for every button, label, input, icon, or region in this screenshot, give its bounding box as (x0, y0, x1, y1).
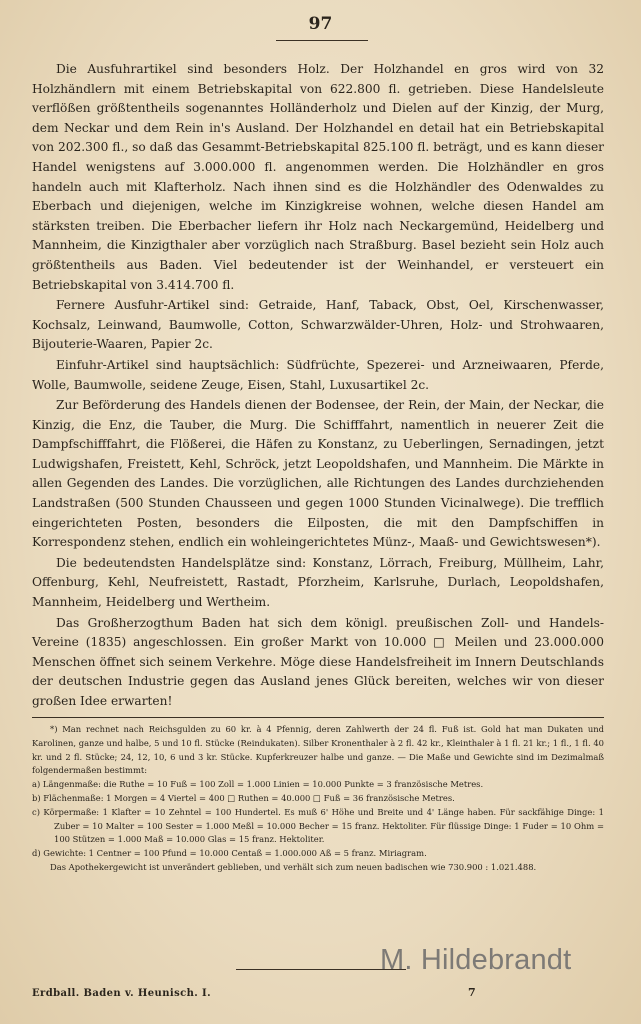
paragraph-trade-places: Die bedeutendsten Handelsplätze sind: Konstanz, Lörrach, Freiburg, Müllheim, Lahr, Offenburg, Kehl, Neufreistett, Rastadt, Pforzheim, Karlsruhe, Durlach, Leopoldshafen, Mannheim, Heidelberg und Wertheim. (32, 555, 604, 610)
printer-signature: Erdball. Baden v. Heunisch. I. (32, 988, 211, 999)
page-number: 97 (308, 14, 333, 34)
paragraph-export-wood: Die Ausfuhrartikel sind besonders Holz. Der Holzhandel en gros wird von 32 Holzhändlern mit einem Betriebskapital von 622.800 fl. getrieben. Diese Handelsleute verflößen größtentheils sogenanntes Holländerholz und Dielen auf der Kinzig, der Murg, dem Neckar und dem Rein in's Ausland. Der Holzhandel en detail hat ein Betriebskapital von 202.300 fl., so daß das Gesammt-Betriebskapital 825.100 fl. beträgt, und es kann dieser Handel wenigstens auf 3.000.000 fl. angenommen werden. Die Holzhändler en gros handeln auch mit Klafterholz. Nach ihnen sind es die Holzhändler des Odenwaldes zu Eberbach und diejenigen, welche im Kinzigkreise wohnen, welche diesen Handel am stärksten treiben. Die Eberbacher liefern ihr Holz nach Neckargemünd, Heidelberg und Mannheim, die Kinzigthaler aber vorzüglich nach Straßburg. Basel bezieht sein Holz auch größtentheils aus Baden. Viel bedeutender ist der Weinhandel, er versteuert ein Betriebskapital von 3.414.700 fl. (32, 62, 604, 292)
footnote-item-area: b) Flächenmaße: 1 Morgen = 4 Viertel = 400 □ Ruthen = 40.000 □ Fuß = 36 französische Metres. (32, 792, 455, 803)
footnotes (32, 723, 604, 875)
footnote-rule (32, 717, 604, 718)
body-text (32, 60, 604, 712)
paragraph-customs-union: Das Großherzogthum Baden hat sich dem königl. preußischen Zoll- und Handels-Vereine (1835) angeschlossen. Ein großer Markt von 10.000 □ Meilen und 23.000.000 Menschen öffnet sich seinem Verkehre. Möge diese Handelsfreiheit im Innern Deutschlands der deutschen Industrie gegen das Ausland jenes Glück bereiten, welches wir von dieser großen Idee erwarten! (32, 615, 604, 708)
footnote-item-length: a) Längenmaße: die Ruthe = 10 Fuß = 100 Zoll = 1.000 Linien = 10.000 Punkte = 3 französische Metres. (32, 779, 484, 790)
footnote-item-volume: c) Körpermaße: 1 Klafter = 10 Zehntel = 100 Hundertel. Es muß 6' Höhe und Breite und 4' Länge haben. Für sackfähige Dinge: 1 Zuber = 10 Malter = 100 Sester = 1.000 Meßl = 10.000 Becher = 15 franz. Hektoliter. Für flüssige Dinge: 1 Fuder = 10 Ohm = 100 Stützen = 1.000 Maß = 10.000 Glas = 15 franz. Hektoliter. (32, 806, 604, 845)
footnote-closing: Das Apothekergewicht ist unverändert geblieben, und verhält sich zum neuen badischen wie 730.900 : 1.021.488. (50, 861, 537, 872)
footnote-item-weight: d) Gewichte: 1 Centner = 100 Pfund = 10.000 Centaß = 1.000.000 Aß = 5 franz. Miriagram. (32, 848, 427, 859)
header-rule (276, 40, 368, 41)
paragraph-trade-promotion: Zur Beförderung des Handels dienen der Bodensee, der Rein, der Main, der Neckar, die Kinzig, die Enz, die Tauber, die Murg. Die Schifffahrt, namentlich in neuerer Zeit die Dampfschifffahrt, die Flößerei, die Häfen zu Konstanz, zu Ueberlingen, Sernadingen, jetzt Ludwigshafen, Freistett, Kehl, Schröck, jetzt Leopoldshafen, und Mannheim. Die Märkte in allen Gegenden des Landes. Die vorzüglichen, alle Richtungen des Landes durchziehenden Landstraßen (500 Stunden Chausseen und gegen 1000 Stunden Vicinalwege). Die trefflich eingerichteten Posten, besonders die Eilposten, die mit den Dampfschiffen in Korrespondenz stehen, endlich ein wohleingerichtetes Münz-, Maaß- und Gewichtswesen*). (32, 398, 604, 550)
sheet-number: 7 (468, 986, 476, 999)
paragraph-export-articles: Fernere Ausfuhr-Artikel sind: Getraide, Hanf, Taback, Obst, Oel, Kirschenwasser, Kochsalz, Leinwand, Baumwolle, Cotton, Schwarzwälder-Uhren, Holz- und Strohwaaren, Bijouterie-Waaren, Papier 2c. (32, 298, 604, 352)
watermark-text: M. Hildebrandt (380, 944, 572, 976)
paragraph-import-articles: Einfuhr-Artikel sind hauptsächlich: Südfrüchte, Spezerei- und Arzneiwaaren, Pferde, Wolle, Baumwolle, seidene Zeuge, Eisen, Stahl, Luxusartikel 2c. (32, 357, 604, 392)
footnote-intro: *) Man rechnet nach Reichsgulden zu 60 kr. à 4 Pfennig, deren Zahlwerth der 24 fl. Fuß ist. Gold hat man Dukaten und Karolinen, ganze und halbe, 5 und 10 fl. Stücke (Reindukaten). Silber Kronenthaler à 2 fl. 42 kr., Kleinthaler à 1 fl. 21 kr.; 1 fl., 1 fl. 40 kr. und 2 fl. Stücke; 24, 12, 10, 6 und 3 kr. Stücke. Kupferkreuzer halbe und ganze. — Die Maße und Gewichte sind im Dezimalmaß folgendermaßen bestimmt: (32, 724, 604, 776)
